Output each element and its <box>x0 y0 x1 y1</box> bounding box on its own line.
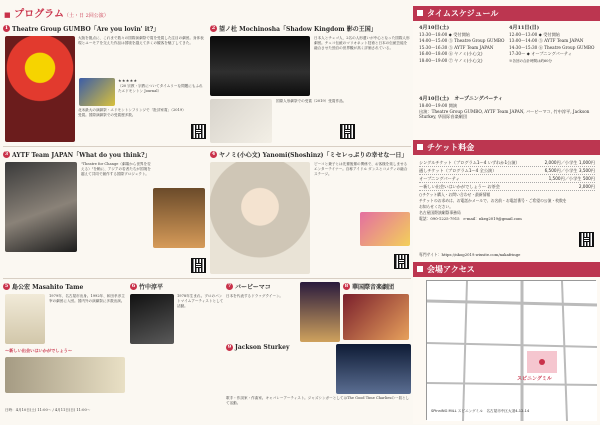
ticket-url[interactable]: 専門サイト：https://nkog2019.wixsite.com/nakafringe <box>419 252 521 257</box>
yanomi-photo <box>210 162 310 274</box>
card-6-text: 1978年生まれ。プロのパントマイムアーティストとして活動。 <box>177 294 224 308</box>
program-title: ■ プログラム（土・日 2回公演） <box>4 9 109 20</box>
tea-party-banner: ～新しい出会いはいかがでしょう～ <box>5 348 73 353</box>
card-9-title: Jackson Sturkey <box>235 344 290 351</box>
access-title: 会場アクセス <box>413 262 600 277</box>
card-2-number: 2 <box>211 25 216 31</box>
program-card-9 <box>226 344 411 422</box>
price-row: ～新しい出会いはいかがでしょう～ お茶会 2,000円 <box>419 184 595 189</box>
card-2-extra: 国際人形劇祭での受賞（2019）受賞作品。 <box>276 99 347 103</box>
card-8-number: 8 <box>344 283 349 289</box>
price-row: 通しチケット（プログラム1～4 全公演） 6,500円／小学生 3,500円 <box>419 168 595 173</box>
access-map[interactable] <box>426 280 596 420</box>
program-card-2 <box>210 24 410 144</box>
price-table <box>419 159 595 191</box>
puppet-photo <box>210 99 272 143</box>
divider <box>3 146 411 147</box>
card-3-text: "Theatre for Change（劇場から世界を変える）"を軸に、アジアの若者たちが国境を越えて共同で創作する国際プロジェクト。 <box>81 162 151 176</box>
divider <box>3 278 411 279</box>
qr-code-icon[interactable] <box>340 124 355 139</box>
aytf-photo-2 <box>153 188 205 248</box>
card-5-text: 1979年、名古屋市出身。1992年、和田孝彦主宰の劇団に入団。国内外の演劇祭に多数出演。 <box>49 294 125 303</box>
program-card-3 <box>3 150 208 275</box>
venue-label: スピニングミル <box>517 376 552 382</box>
price-row: シングルチケット（プログラム1～4 いずれか1公演） 2,000円／小学生 1,000円 <box>419 160 595 165</box>
program-card-6 <box>130 282 225 422</box>
shadow-kingdom-photo <box>210 36 310 96</box>
card-4-heading <box>210 150 410 159</box>
venue-address: SPinniNG MiLL スピニングミル 名古屋市中区大須4-12-14 <box>431 409 530 413</box>
card-7-number: 7 <box>227 283 232 289</box>
card-7-text: 日本を代表するドラァグクイーン。 <box>226 294 283 298</box>
card-6-title: 竹中淳平 <box>139 284 164 291</box>
map-graphic <box>427 281 597 421</box>
masahito-photo <box>5 294 45 344</box>
qr-code-icon[interactable] <box>394 254 409 269</box>
rating-stars: ★★★★★ <box>118 78 138 83</box>
card-8-title: 華国際音楽劇団 <box>352 284 395 291</box>
schedule-title: タイムスケジュール <box>413 6 600 21</box>
qr-code-icon[interactable] <box>579 232 594 247</box>
card-1-number: 1 <box>4 25 9 31</box>
card-6-heading <box>130 282 225 291</box>
card-1-text: 大阪を拠点に、これまで数々の国際演劇祭で賞を受賞した注目の劇団。身体表現とユーモアを交えた作品は国境を越えて多くの観客を魅了してきた。 <box>78 36 204 45</box>
card-2-title: 望ノ杜 Mochinosha「Shadow Kingdom 影の王国」 <box>219 26 377 33</box>
music-theatre-photo <box>343 294 409 340</box>
card-1-review: ★★★★★ （20 宗教・宗教についてタイムリーな問題にもふれたエドモントン Journal） <box>118 78 203 93</box>
card-6-number: 6 <box>131 283 136 289</box>
program-card-4 <box>210 150 410 275</box>
schedule-day-2: 4月11日(日) 12:00～13:00 ◆ 受付開始 13:00～14:00 ⑤ AYTF Team JAPAN 14:30～15:30 ⑥ Theatre Group GUMBO 17:30～ ◆ オープニングパーティ ※各回の合計時間は約60分 <box>509 25 597 65</box>
opening-party-info: 4月10日(土) オープニングパーティ 18:00～19:00 開演 出演：Theatre Group GUMBO, AYTF Team JAPAN, バービーマコ, 竹中淳平, Jackson Sturkey, 华国际音楽劇団 <box>419 96 590 120</box>
card-3-title: AYTF Team JAPAN「What do you think?」 <box>12 152 151 159</box>
gumbo-photo <box>5 36 75 142</box>
card-1-extra: 北米最大の演劇祭・エドモントンフリンジで「批評家賞」（2019）受賞。国際演劇祭での受賞歴多数。 <box>78 108 186 117</box>
card-2-text: 日本人とチェゴ人、2名の人形遣いが中心となった国際人形劇団。チェコ伝統のマリオネット技術と日本の伝統芸能を融合させた独自の世界観が高く評価されている。 <box>314 36 410 50</box>
program-card-7 <box>226 282 296 342</box>
card-4-number: 4 <box>211 151 216 157</box>
card-7-heading <box>226 282 296 291</box>
card-5-heading <box>3 282 128 291</box>
card-1-heading <box>3 24 208 33</box>
schedule-day-1-label: 4月10日(土) <box>419 25 450 31</box>
card-9-text: 歌手・作詞家・作曲家。キャバレーアーティスト。ジャズシンガーとしてはThe Good Time Charliesの一員として活動。 <box>226 396 410 405</box>
gumbo-photo-small <box>79 78 115 106</box>
takenaka-photo <box>130 294 174 344</box>
ticket-title: チケット料金 <box>413 140 600 155</box>
program-card-5 <box>3 282 128 422</box>
card-4-text: ピーコと兼子とは先輩後輩の関係で、お客様を楽しませるエンターテイナー。自称アイドル ダンスとコメディの融合ステージ。 <box>314 162 408 176</box>
program-card-1 <box>3 24 208 144</box>
card-7-title: バービーマコ <box>235 284 271 291</box>
schedule-day-1: 4月10日(土) 13:30～18:00 ◆ 受付開始 14:00～15:00 ⑤ Theatre Group GUMBO 15:30～16:30 ⑤ AYTF Team JAPAN 16:00～18:00 ⑥ ヤノミ(小心文) 18:00～19:00 ⑦ ヤノミ(小心文) <box>419 25 507 65</box>
qr-code-icon[interactable] <box>191 258 206 273</box>
card-5-title: 島公宏 Masahito Tame <box>12 284 84 291</box>
schedule-day-2-label: 4月11日(日) <box>509 25 540 31</box>
card-3-heading <box>3 150 208 159</box>
aytf-photo <box>5 162 77 252</box>
card-8-heading <box>343 282 411 291</box>
card-1-title: Theatre Group GUMBO「Are you lovin' it?」 <box>12 26 160 33</box>
barbie-mako-photo <box>300 282 340 342</box>
card-5-number: 5 <box>4 283 9 289</box>
card-3-number: 3 <box>4 151 9 157</box>
yanomi-photo-2 <box>360 212 410 246</box>
card-2-heading <box>210 24 410 33</box>
tea-party-photo <box>5 357 125 393</box>
program-card-8 <box>343 282 411 342</box>
tea-party-date: 日時：4月10日(土) 11:00～ / 4月11日(日) 11:00～ <box>5 408 91 412</box>
card-9-number: 9 <box>227 344 232 350</box>
qr-code-icon[interactable] <box>191 124 206 139</box>
price-row: オープニングパーティ 1,500円／小学生 500円 <box>419 176 595 181</box>
ticket-notes: ○チケット購入・お問い合わせ・最新情報 チケットのお求めは、お電話かメールで、お名前・お電話番号・ご希望の公演・枚数をお知らせください。 名古屋国際演劇祭事務局 電話：090-1225-7915 e-mail：nkeg2019@gmail.com <box>419 192 567 221</box>
jackson-photo <box>336 344 411 394</box>
card-4-title: ヤノミ(小心文) Yanomi(Shoshinz)「ミセレっぷりの幸せな一日」 <box>219 152 408 159</box>
